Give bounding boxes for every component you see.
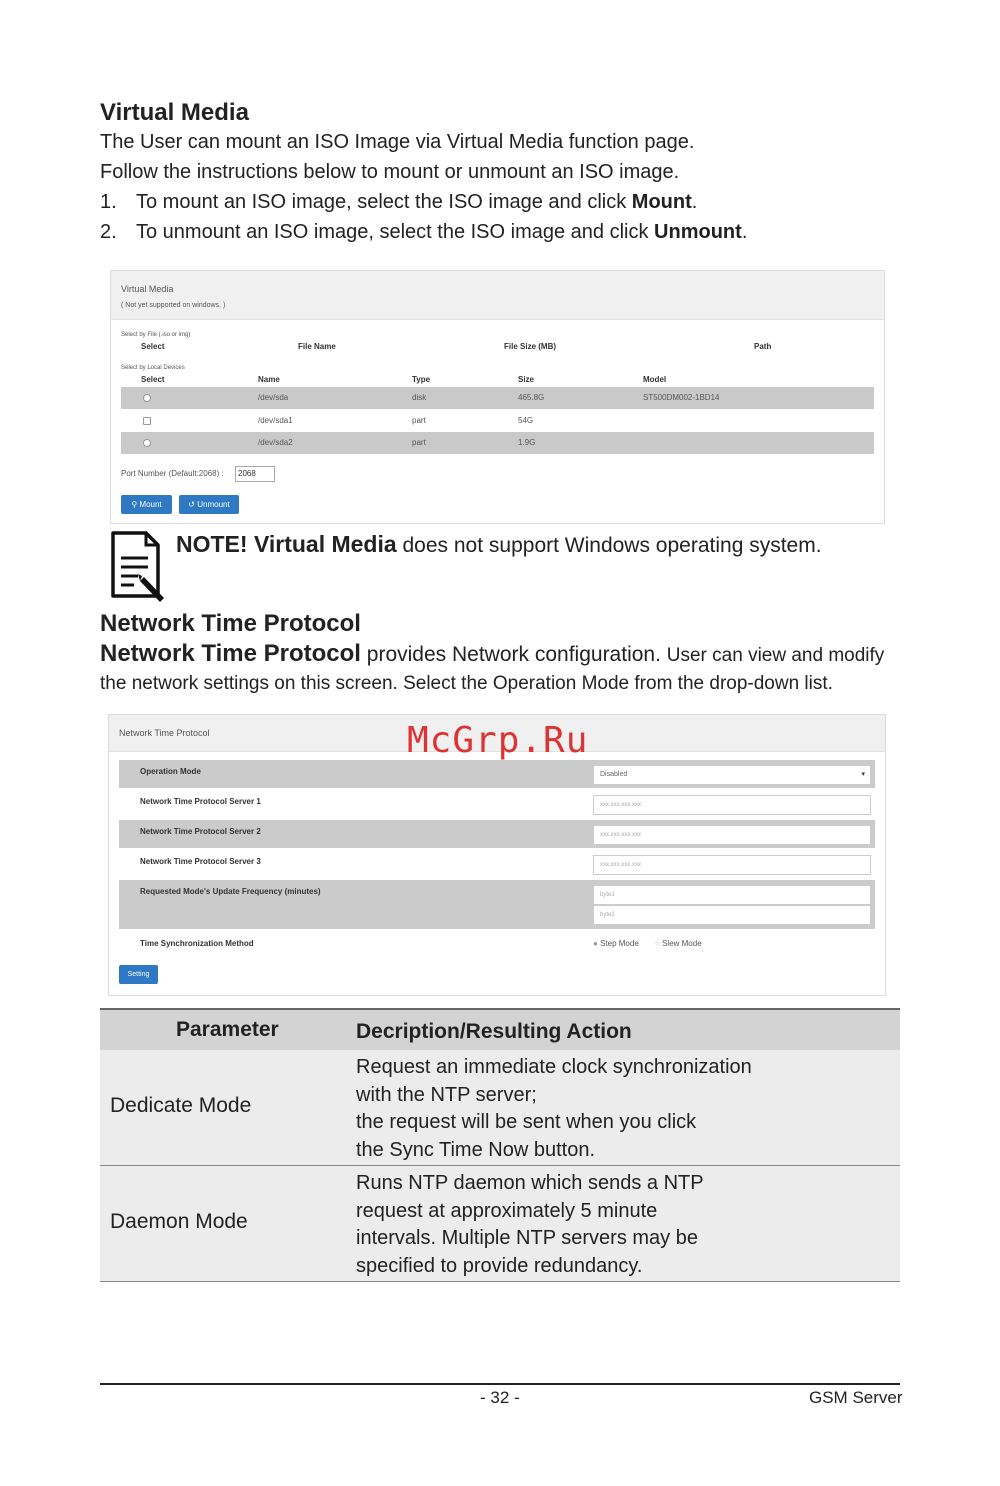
step-mode-radio[interactable]: ● Step Mode xyxy=(593,939,639,948)
step-2 xyxy=(100,221,748,244)
ntp-row-operation-mode xyxy=(119,760,875,788)
device-type: part xyxy=(412,416,426,425)
file-col-select: Select xyxy=(141,342,165,351)
device-name: /dev/sda1 xyxy=(258,416,293,425)
step-1 xyxy=(100,191,698,214)
setting-button[interactable]: Setting xyxy=(119,965,158,984)
row-label: Requested Mode's Update Frequency (minutes) xyxy=(140,887,321,896)
device-radio[interactable] xyxy=(143,394,151,402)
row-label: Time Synchronization Method xyxy=(140,939,254,948)
device-model: ST500DM002-1BD14 xyxy=(643,393,720,402)
device-name: /dev/sda xyxy=(258,393,289,402)
ntp-intro-line-2: the network settings on this screen. Select the Operation Mode from the drop-down list. xyxy=(100,673,833,694)
step-number: 2. xyxy=(100,221,117,243)
dev-col-name: Name xyxy=(258,375,280,384)
file-col-path: Path xyxy=(754,342,772,351)
file-hint: Select by File (.iso or img) xyxy=(121,332,191,338)
section-heading-ntp: Network Time Protocol xyxy=(100,610,361,637)
row-label: Network Time Protocol Server 2 xyxy=(140,827,261,836)
section-heading-virtual-media: Virtual Media xyxy=(100,99,249,126)
device-radio[interactable] xyxy=(143,417,151,425)
step-text: To mount an ISO image, select the ISO image and click Mount. xyxy=(136,191,698,213)
virtual-media-panel xyxy=(110,270,885,524)
param-description: Runs NTP daemon which sends a NTP request at approximately 5 minute intervals. Multiple NTP servers may be specified to provide redundancy. xyxy=(356,1172,704,1277)
row-label: Network Time Protocol Server 1 xyxy=(140,797,261,806)
device-type: disk xyxy=(412,393,427,402)
file-col-size: File Size (MB) xyxy=(504,342,557,351)
row-label: Operation Mode xyxy=(140,767,201,776)
step-text: To unmount an ISO image, select the ISO image and click Unmount. xyxy=(136,221,748,243)
ntp-row-server-2 xyxy=(119,820,875,848)
note-text: NOTE! Virtual Media does not support Windows operating system. xyxy=(176,531,822,557)
port-input[interactable]: 2068 xyxy=(235,466,275,482)
table-row xyxy=(121,410,874,432)
ntp-row-server-1 xyxy=(119,790,875,818)
operation-mode-select[interactable]: Disabled ▾ xyxy=(593,765,871,785)
device-radio[interactable] xyxy=(143,439,151,447)
column-header-description: Decription/Resulting Action xyxy=(356,1020,632,1043)
panel-header xyxy=(111,271,884,320)
step-number: 1. xyxy=(100,191,117,213)
slew-mode-radio[interactable]: ○ Slew Mode xyxy=(655,939,702,948)
table-row xyxy=(100,1050,900,1166)
device-size: 1.9G xyxy=(518,438,536,447)
mount-button[interactable]: ⚲ Mount xyxy=(121,495,172,514)
table-header xyxy=(100,1008,900,1051)
table-row xyxy=(121,387,874,409)
table-row xyxy=(121,432,874,454)
dev-col-type: Type xyxy=(412,375,431,384)
chevron-down-icon: ▾ xyxy=(861,771,865,778)
ntp-server-2-input[interactable]: xxx.xxx.xxx.xxx xyxy=(593,825,871,845)
dev-col-size: Size xyxy=(518,375,535,384)
page-number: - 32 - xyxy=(480,1388,520,1407)
ntp-row-frequency xyxy=(119,880,875,929)
param-name: Daemon Mode xyxy=(110,1210,248,1233)
panel-title: Virtual Media xyxy=(121,284,174,294)
intro-line-2: Follow the instructions below to mount or unmount an ISO image. xyxy=(100,161,680,183)
panel-subtitle: ( Not yet supported on windows. ) xyxy=(121,302,226,309)
file-col-name: File Name xyxy=(298,342,336,351)
local-hint: Select by Local Devices xyxy=(121,365,185,371)
port-label: Port Number (Default:2068) : xyxy=(121,469,224,478)
ntp-row-server-3 xyxy=(119,850,875,878)
device-name: /dev/sda2 xyxy=(258,438,293,447)
product-name: GSM Server xyxy=(809,1388,903,1407)
ntp-intro-line-1: Network Time Protocol provides Network configuration. User can view and modify xyxy=(100,640,885,667)
watermark: McGrp.Ru xyxy=(407,720,589,761)
intro-line-1: The User can mount an ISO Image via Virtual Media function page. xyxy=(100,131,695,153)
mount-icon: ⚲ xyxy=(131,500,140,509)
dev-col-select: Select xyxy=(141,375,165,384)
device-size: 54G xyxy=(518,416,534,425)
ntp-server-1-input[interactable]: xxx.xxx.xxx.xxx xyxy=(593,795,871,815)
unmount-button[interactable]: ↺ Unmount xyxy=(179,495,239,514)
device-type: part xyxy=(412,438,426,447)
dev-col-model: Model xyxy=(643,375,667,384)
column-header-parameter: Parameter xyxy=(176,1018,279,1041)
frequency-byte2-input[interactable]: byte2 xyxy=(593,905,871,925)
unmount-icon: ↺ xyxy=(188,500,198,509)
footer-divider xyxy=(100,1383,900,1385)
device-size: 465.8G xyxy=(518,393,545,402)
param-name: Dedicate Mode xyxy=(110,1094,252,1117)
frequency-byte1-input[interactable]: byte1 xyxy=(593,885,871,905)
table-row xyxy=(100,1166,900,1282)
panel-title: Network Time Protocol xyxy=(119,728,210,738)
note-icon xyxy=(108,530,170,604)
ntp-server-3-input[interactable]: xxx.xxx.xxx.xxx xyxy=(593,855,871,875)
param-description: Request an immediate clock synchronization with the NTP server; the request will be sent when you click the Sync Time Now button. xyxy=(356,1056,752,1161)
row-label: Network Time Protocol Server 3 xyxy=(140,857,261,866)
ntp-row-sync-method xyxy=(119,932,875,960)
